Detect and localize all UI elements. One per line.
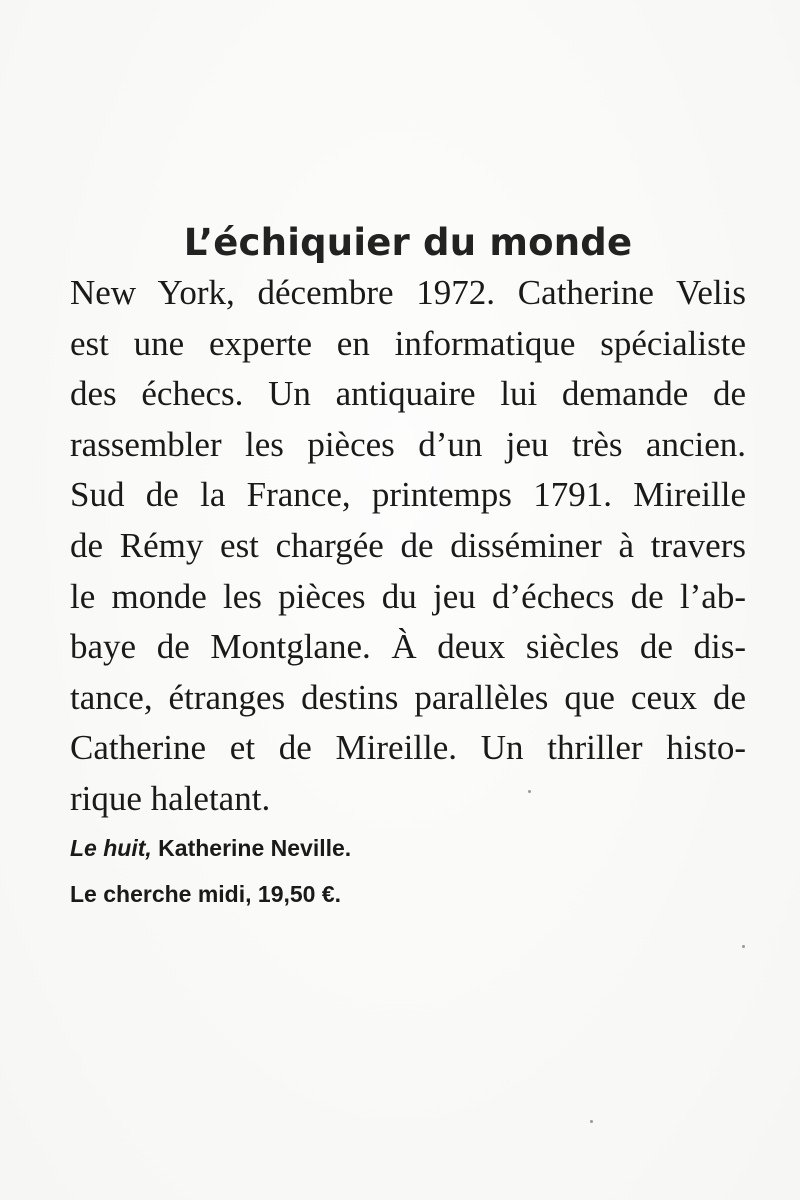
review-body-line: baye de Montglane. À deux siècles de dis- <box>70 627 746 667</box>
review-body-line: New York, décembre 1972. Catherine Velis <box>70 273 746 312</box>
book-review <box>70 218 746 917</box>
review-body-line: le monde les pièces du jeu d’échecs de l’ab- <box>70 576 746 616</box>
review-body-line: des échecs. Un antiquaire lui demande de <box>70 374 746 414</box>
review-body-line: Catherine et de Mireille. Un thriller histo- <box>70 728 746 768</box>
review-body <box>70 268 746 825</box>
book-author: Katherine Neville. <box>151 834 352 861</box>
review-body-line: rassembler les pièces d’un jeu très ancien. <box>70 424 746 464</box>
paper-speck <box>528 790 531 793</box>
review-body-line: est une experte en informatique spécialiste <box>70 323 746 363</box>
book-title: Le huit, <box>70 834 152 861</box>
review-body-line: rique haletant. <box>70 778 271 818</box>
review-headline: L’échiquier du monde <box>183 221 633 264</box>
review-body-line: de Rémy est chargée de disséminer à travers <box>70 525 746 565</box>
paper-speck <box>742 945 745 948</box>
review-body-line: tance, étranges destins parallèles que ceux de <box>70 677 746 717</box>
publisher-price: Le cherche midi, 19,50 €. <box>70 880 342 907</box>
review-body-line: Sud de la France, printemps 1791. Mireille <box>70 475 746 515</box>
paper-speck <box>590 1120 593 1123</box>
book-credit <box>70 825 746 871</box>
